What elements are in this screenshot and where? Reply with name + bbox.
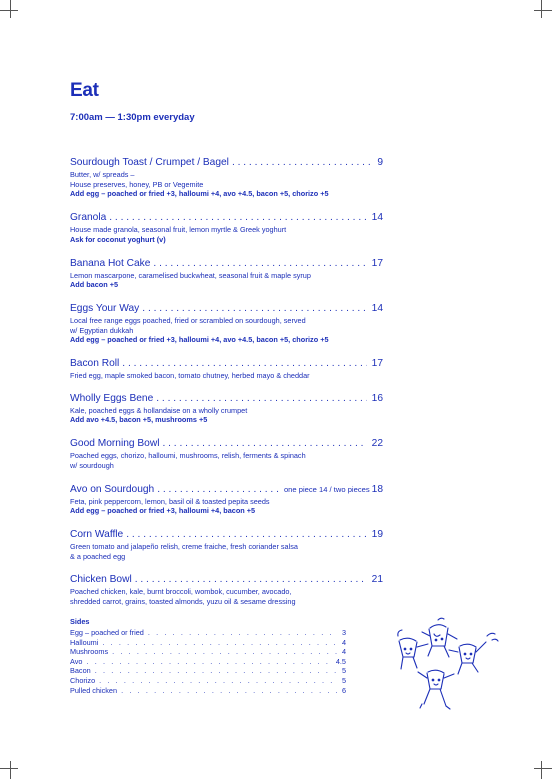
sides-heading: Sides	[70, 617, 90, 626]
menu-item-price: 9	[377, 157, 383, 168]
side-item-name: Halloumi	[70, 637, 99, 647]
dot-leader	[142, 302, 366, 315]
side-item-price: 4.5	[335, 656, 346, 666]
menu-item-description	[70, 587, 383, 606]
side-item-price: 4	[341, 637, 346, 647]
menu-item-name: Banana Hot Cake	[70, 257, 151, 269]
opening-hours: 7:00am — 1:30pm everyday	[70, 112, 195, 123]
description-line: Feta, pink peppercorn, lemon, basil oil & toasted pepita seeds	[70, 496, 270, 506]
menu-item-description	[70, 451, 383, 470]
description-line: & a poached egg	[70, 551, 126, 561]
menu-item-description	[70, 271, 383, 281]
description-line: shredded carrot, grains, toasted almonds, yuzu oil & sesame dressing	[70, 597, 296, 607]
side-item	[70, 628, 346, 638]
side-item-price: 4	[341, 647, 346, 657]
side-item-name: Mushrooms	[70, 647, 109, 657]
menu-item-description	[70, 170, 383, 189]
menu-item-price: 14	[371, 212, 383, 224]
menu-list	[70, 156, 383, 607]
description-line: House preserves, honey, PB or Vegemite	[70, 179, 204, 189]
menu-item	[70, 573, 383, 606]
description-line: w/ sourdough	[70, 460, 114, 470]
menu-item-header	[70, 156, 383, 169]
menu-item-name: Avo on Sourdough	[70, 483, 155, 495]
menu-item	[70, 528, 383, 561]
side-item-name: Chorizo	[70, 675, 96, 685]
menu-item-price: 19	[371, 528, 383, 540]
side-item-name: Bacon	[70, 666, 91, 676]
menu-item-price: 16	[371, 392, 383, 404]
menu-item	[70, 357, 383, 381]
side-item	[70, 676, 346, 686]
menu-item-name: Eggs Your Way	[70, 302, 140, 314]
cup-character-icon	[418, 670, 454, 709]
menu-item-header	[70, 302, 383, 315]
menu-item-name: Sourdough Toast / Crumpet / Bagel	[70, 157, 229, 168]
menu-item	[70, 437, 383, 470]
menu-item	[70, 156, 383, 199]
crop-mark	[534, 768, 552, 769]
menu-item-description	[70, 406, 383, 416]
sides-section	[70, 617, 346, 695]
menu-item-name: Chicken Bowl	[70, 574, 132, 586]
side-item-price: 3	[341, 628, 346, 637]
menu-item-name: Good Morning Bowl	[70, 438, 160, 450]
side-item	[70, 657, 346, 667]
menu-item	[70, 302, 383, 345]
dot-leader	[232, 156, 372, 169]
menu-item-header	[70, 357, 383, 370]
description-line: Fried egg, maple smoked bacon, tomato chutney, herbed mayo & cheddar	[70, 371, 310, 381]
menu-item-description	[70, 497, 383, 507]
menu-item-description	[70, 225, 383, 235]
description-line: Kale, poached eggs & hollandaise on a wholly crumpet	[70, 405, 248, 415]
side-item	[70, 686, 346, 696]
dot-leader	[135, 573, 367, 586]
menu-item-price: 22	[371, 438, 383, 450]
dot-leader	[153, 257, 366, 270]
dot-leader	[102, 638, 338, 648]
page-title: Eat	[70, 80, 99, 101]
description-line: Poached eggs, chorizo, halloumi, mushrooms, relish, ferments & spinach	[70, 451, 306, 461]
menu-item	[70, 483, 383, 516]
menu-item-name: Bacon Roll	[70, 358, 120, 370]
sides-list	[70, 628, 346, 695]
crop-mark	[10, 0, 11, 18]
menu-item	[70, 211, 383, 244]
menu-item-header	[70, 437, 383, 450]
dot-leader	[148, 628, 338, 638]
menu-item-name: Corn Waffle	[70, 528, 124, 540]
description-line: w/ Egyptian dukkah	[70, 325, 134, 335]
menu-item-addons: Add bacon +5	[70, 280, 119, 290]
menu-item-description	[70, 316, 383, 335]
side-item-name: Egg – poached or fried	[70, 628, 144, 637]
description-line: Lemon mascarpone, caramelised buckwheat, seasonal fruit & maple syrup	[70, 270, 311, 280]
menu-item-header	[70, 211, 383, 224]
menu-item-price: 17	[371, 358, 383, 370]
menu-item-description	[70, 542, 383, 561]
menu-item-header	[70, 392, 383, 405]
menu-item-price: 17	[371, 257, 383, 269]
menu-item-description	[70, 371, 383, 381]
crop-mark	[541, 761, 542, 779]
dot-leader	[99, 676, 338, 686]
dot-leader	[109, 211, 366, 224]
dot-leader	[157, 483, 281, 496]
side-item-name: Avo	[70, 656, 83, 666]
dot-leader	[156, 392, 366, 405]
side-item	[70, 666, 346, 676]
menu-item-name: Granola	[70, 212, 107, 224]
menu-item-price: 14	[371, 302, 383, 314]
menu-item-addons: Add avo +4.5, bacon +5, mushrooms +5	[70, 415, 208, 425]
dancing-cups-illustration	[394, 614, 504, 714]
menu-item-price: 21	[371, 574, 383, 586]
dot-leader	[121, 686, 338, 696]
menu-item-addons: Add egg – poached or fried +3, halloumi +4, avo +4.5, bacon +5, chorizo +5	[70, 189, 329, 199]
side-item	[70, 638, 346, 648]
menu-item-portion-note: one piece 14 / two pieces	[283, 484, 370, 494]
description-line: Poached chicken, kale, burnt broccoli, wombok, cucumber, avocado,	[70, 587, 292, 597]
menu-item-price: 18	[371, 483, 383, 495]
side-item	[70, 647, 346, 657]
menu-item	[70, 257, 383, 290]
menu-item-name: Wholly Eggs Bene	[70, 392, 154, 404]
side-item-price: 5	[341, 675, 346, 685]
dot-leader	[86, 657, 331, 667]
side-item-price: 5	[341, 666, 346, 676]
crop-mark	[0, 10, 18, 11]
crop-mark	[534, 10, 552, 11]
menu-item-addons: Add egg – poached or fried +3, halloumi +4, bacon +5	[70, 506, 256, 516]
crop-mark	[0, 768, 18, 769]
dot-leader	[112, 647, 338, 657]
cup-character-icon	[398, 630, 428, 669]
dot-leader	[122, 357, 366, 370]
dot-leader	[95, 666, 338, 676]
menu-item-header	[70, 573, 383, 586]
description-line: Local free range eggs poached, fried or scrambled on sourdough, served	[70, 315, 306, 325]
dot-leader	[126, 528, 366, 541]
cup-character-icon	[449, 633, 498, 674]
description-line: Green tomato and jalapeño relish, creme fraiche, fresh coriander salsa	[70, 541, 298, 551]
cup-character-icon	[422, 618, 457, 657]
menu-item-header	[70, 528, 383, 541]
menu-item-addons: Add egg – poached or fried +3, halloumi +4, avo +4.5, bacon +5, chorizo +5	[70, 335, 329, 345]
side-item-price: 6	[341, 685, 346, 695]
menu-item	[70, 392, 383, 425]
description-line: Butter, w/ spreads –	[70, 170, 135, 179]
crop-mark	[10, 761, 11, 779]
menu-item-header	[70, 257, 383, 270]
crop-mark	[541, 0, 542, 18]
dot-leader	[162, 437, 366, 450]
side-item-name: Pulled chicken	[70, 685, 118, 695]
menu-item-header	[70, 483, 383, 496]
description-line: House made granola, seasonal fruit, lemon myrtle & Greek yoghurt	[70, 225, 287, 235]
menu-item-addons: Ask for coconut yoghurt (v)	[70, 234, 166, 244]
